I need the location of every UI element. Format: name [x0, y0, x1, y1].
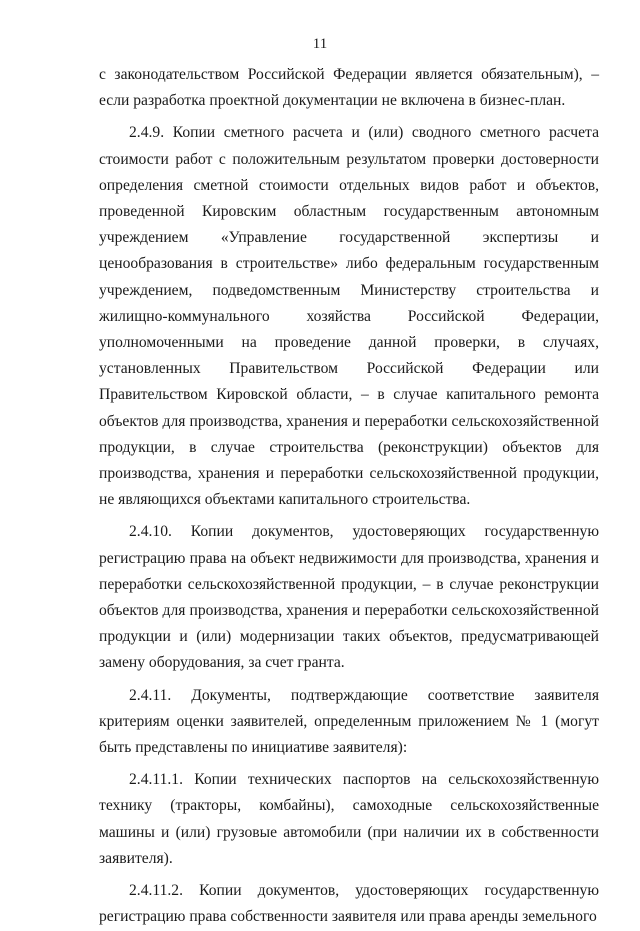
paragraph-2-4-11-2: 2.4.11.2. Копии документов, удостоверяющих государственную регистрацию права собственности заявителя или права аренды земельного: [99, 882, 599, 926]
paragraph-2-4-11-1: 2.4.11.1. Копии технических паспортов на сельскохозяйственную технику (тракторы, комбайны), самоходные сельскохозяйственные машины и (или) грузовые автомобили (при наличии их в собственности заявителя).: [99, 771, 599, 867]
document-body: [99, 62, 599, 931]
paragraph-2-4-9: 2.4.9. Копии сметного расчета и (или) сводного сметного расчета стоимости работ с положительным результатом проверки достоверности определения сметной стоимости отдельных видов работ и объектов, проведенной Кировским областным государственным автономным учреждением «Управление государственной экспертизы и ценообразования в строительстве» либо федеральным государственным учреждением, подведомственным Министерству строительства и жилищно-коммунального хозяйства Российской Федерации, уполномоченными на проведение данной проверки, в случаях, установленных Правительством Российской Федерации или Правительством Кировской области, – в случае капитального ремонта объектов для производства, хранения и переработки сельскохозяйственной продукции, в случае строительства (реконструкции) объектов для производства, хранения и переработки сельскохозяйственной продукции, не являющихся объектами капитального строительства.: [99, 124, 599, 509]
paragraph-2-4-11: 2.4.11. Документы, подтверждающие соответствие заявителя критериям оценки заявителей, определенным приложением № 1 (могут быть представлены по инициативе заявителя):: [99, 686, 599, 757]
page-number: 11: [312, 36, 328, 52]
paragraph-continuation: с законодательством Российской Федерации является обязательным), – если разработка проектной документации не включена в бизнес-план.: [99, 66, 599, 110]
paragraph-2-4-10: 2.4.10. Копии документов, удостоверяющих государственную регистрацию права на объект недвижимости для производства, хранения и переработки сельскохозяйственной продукции, – в случае реконструкции объектов для производства, хранения и переработки сельскохозяйственной продукции и (или) модернизации таких объектов, предусматривающей замену оборудования, за счет гранта.: [99, 523, 599, 672]
